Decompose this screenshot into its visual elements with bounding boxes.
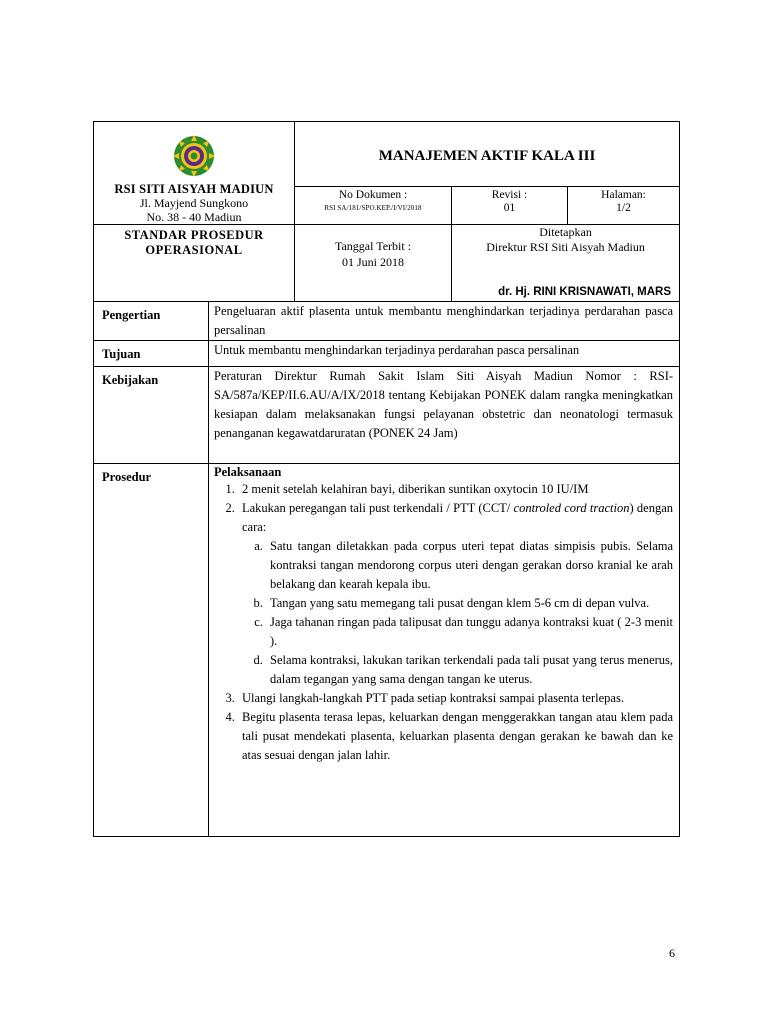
prosedur-heading: Pelaksanaan [214, 465, 282, 479]
step-2d: d. Selama kontraksi, lakukan tarikan terkendali pada tali pusat yang terus menerus, dalam tegangan yang sama dengan tangan ke uterus. [266, 651, 673, 689]
pengertian-label: Pengertian [94, 302, 209, 341]
step-3 [238, 689, 673, 708]
kebijakan-text: Peraturan Direktur Rumah Sakit Islam Siti Aisyah Madiun Nomor : RSI-SA/587a/KEP/II.6.AU/A/IX/2018 tentang Kebijakan PONEK dalam rangka meningkatkan kesiapan dalam melaksanakan fungsi pelayanan obstetric dan neonatologi termasuk penanganan kegawatdaruratan (PONEK 24 Jam) [209, 367, 680, 464]
page-info-label: Halaman: [601, 189, 646, 201]
issue-date-value: 01 Juni 2018 [342, 255, 405, 269]
procedure-steps [214, 480, 673, 765]
hospital-address-line2: No. 38 - 40 Madiun [146, 210, 242, 224]
step-3-text: Ulangi langkah-langkah PTT pada setiap kontraksi sampai plasenta terlepas. [242, 691, 624, 705]
step-2b: b. Tangan yang satu memegang tali pusat dengan klem 5-6 cm di depan vulva. [266, 594, 673, 613]
hospital-identity-cell [94, 122, 295, 225]
revision-cell [452, 187, 568, 225]
sop-title-cell [94, 225, 295, 302]
hospital-name: RSI SITI AISYAH MADIUN [114, 182, 274, 196]
doc-number-value: RSI SA/181/SPO.KEP./I/VI/2018 [324, 204, 422, 212]
sop-table [93, 121, 680, 837]
prosedur-label: Prosedur [94, 464, 209, 837]
step-2-suffix: ) dengan cara: [242, 501, 674, 534]
step-4 [238, 708, 673, 765]
step-2-italic: controled cord traction [513, 501, 630, 515]
page-info-cell [568, 187, 680, 225]
tujuan-text: Untuk membantu menghindarkan terjadinya perdarahan pasca persalinan [209, 341, 680, 367]
issue-date-cell [295, 225, 452, 302]
tujuan-label: Tujuan [94, 341, 209, 367]
step-2a: a. Satu tangan diletakkan pada corpus uteri tepat diatas simpisis pubis. Selama kontraksi tangan mendorong corpus uteri dengan gerakan dorso kranial ke arah belakang dan kearah kepala ibu. [266, 537, 673, 594]
hospital-logo-icon [166, 134, 222, 178]
step-1-text: 2 menit setelah kelahiran bayi, diberikan suntikan oxytocin 10 IU/IM [242, 482, 589, 496]
page-info-value: 1/2 [616, 202, 631, 214]
hospital-address-line1: Jl. Mayjend Sungkono [139, 196, 249, 210]
approval-by: Direktur RSI Siti Aisyah Madiun [486, 240, 645, 254]
pengertian-text: Pengeluaran aktif plasenta untuk membantu menghindarkan terjadinya perdarahan pasca persalinan [209, 302, 680, 341]
issue-date-label: Tanggal Terbit : [334, 239, 412, 253]
step-2-prefix: Lakukan peregangan tali pust terkendali / PTT (CCT/ [242, 501, 514, 515]
step-2-substeps [242, 537, 673, 689]
doc-number-cell [295, 187, 452, 225]
step-2c: c. Jaga tahanan ringan pada talipusat dan tunggu adanya kontraksi kuat ( 2-3 menit ). [266, 613, 673, 651]
sop-title-line1: STANDAR PROSEDUR [124, 228, 264, 242]
sop-title-line2: OPERASIONAL [145, 243, 243, 257]
revision-value: 01 [503, 202, 516, 214]
prosedur-content [209, 464, 680, 837]
approval-cell [452, 225, 680, 302]
step-1 [238, 480, 673, 499]
signatory-name: dr. Hj. RINI KRISNAWATI, MARS [498, 286, 672, 298]
revision-label: Revisi : [491, 189, 528, 201]
document-title: MANAJEMEN AKTIF KALA III [295, 122, 680, 187]
kebijakan-label: Kebijakan [94, 367, 209, 464]
approval-label: Ditetapkan [539, 225, 592, 239]
doc-number-label: No Dokumen : [338, 189, 408, 201]
step-4-text: Begitu plasenta terasa lepas, keluarkan dengan menggerakkan tangan atau klem pada tali pusat mendekati plasenta, keluarkan plasenta dengan gerakan ke bawah dan ke atas sesuai dengan jalan lahir. [242, 710, 674, 762]
page-number: 6 [669, 946, 675, 960]
step-2 [238, 499, 673, 689]
